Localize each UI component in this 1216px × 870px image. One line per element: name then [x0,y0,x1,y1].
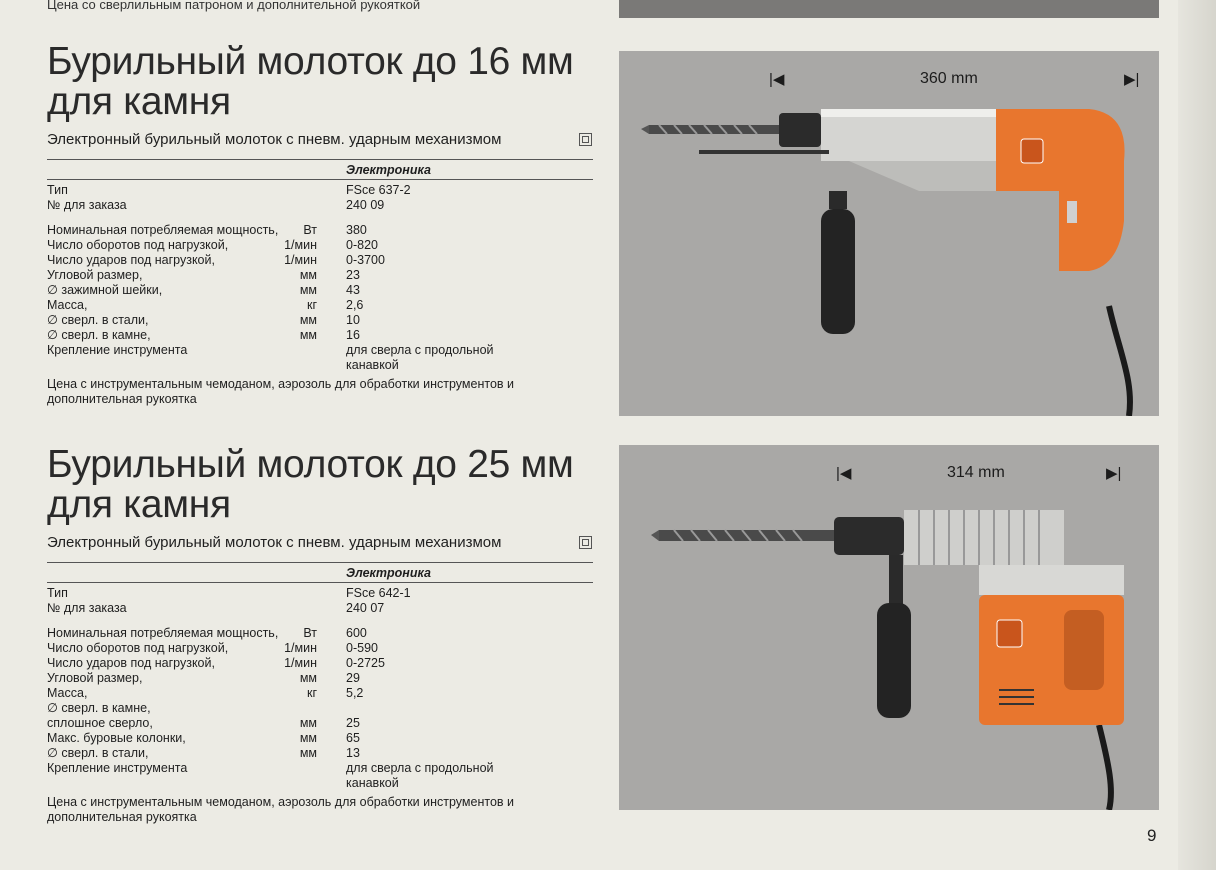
divider [47,562,593,563]
spec-row: Номинальная потребляемая мощность, Вт 600 [47,626,367,640]
dimension-right-arrow-icon: ▶| [1106,465,1122,482]
spec-row: Масса, кг 5,2 [47,686,364,700]
spec-row: Число оборотов под нагрузкой, 1/мин 0-590 [47,641,378,655]
spec-row: Угловой размер, мм 29 [47,671,360,685]
spec-row: № для заказа 240 07 [47,601,385,615]
page-edge-shadow [1178,0,1216,870]
price-note: Цена с инструментальным чемоданом, аэрозоль для обработки инструментов и дополнительная рукоятка [47,377,514,406]
spec-table [47,586,593,791]
product-title: Бурильный молоток до 16 мм для камня [47,40,574,123]
spec-row: Масса, кг 2,6 [47,298,364,312]
product-section-25mm [47,445,593,825]
price-note: Цена с инструментальным чемоданом, аэрозоль для обработки инструментов и дополнительная рукоятка [47,795,514,824]
spec-row: Число ударов под нагрузкой, 1/мин 0-2725 [47,656,385,670]
hammer-drill-25mm-illustration [619,445,1159,810]
square-box-icon [579,536,592,549]
square-box-icon [579,133,592,146]
dimension-left-arrow-icon: |◀ [836,465,852,482]
spec-row: ∅ сверл. в стали, мм 10 [47,313,360,327]
product-subtitle: Электронный бурильный молоток с пневм. ударным механизмом [47,130,593,150]
dimension-label: |◀ 360 mm ▶| [769,70,1140,88]
column-header: Электроника [346,163,431,177]
product-photo-25mm [619,445,1159,810]
product-title: Бурильный молоток до 25 мм для камня [47,443,574,526]
spec-row: Макс. буровые колонки, мм 65 [47,731,360,745]
product-subtitle: Электронный бурильный молоток с пневм. ударным механизмом [47,533,593,553]
photo-panel-top-edge [619,0,1159,18]
product-section-16mm [47,42,593,407]
spec-row: ∅ сверл. в камне, мм 16 [47,328,360,342]
page-number: 9 [1147,826,1157,845]
spec-row: Номинальная потребляемая мощность, Вт 380 [47,223,367,237]
spec-row: Тип FSce 637-2 [47,183,411,197]
spec-row: Крепление инструмента для сверла с продольной канавкой [47,761,494,790]
top-caption: Цена со сверлильным патроном и дополнительной рукояткой [47,0,421,12]
spec-row: ∅ сверл. в стали, мм 13 [47,746,360,760]
divider [47,159,593,160]
spec-row: № для заказа 240 09 [47,198,385,212]
divider [47,582,593,583]
spec-row: Тип FSce 642-1 [47,586,411,600]
column-header: Электроника [346,566,431,580]
hammer-drill-16mm-illustration [619,51,1159,416]
divider [47,179,593,180]
spec-row: Угловой размер, мм 23 [47,268,360,282]
dimension-left-arrow-icon: |◀ [769,71,785,88]
dimension-right-arrow-icon: ▶| [1124,71,1140,88]
product-photo-16mm [619,51,1159,416]
spec-row: Крепление инструмента для сверла с продольной канавкой [47,343,494,372]
spec-row: Число оборотов под нагрузкой, 1/мин 0-820 [47,238,378,252]
spec-row: Число ударов под нагрузкой, 1/мин 0-3700 [47,253,385,267]
spec-row: сплошное сверло, мм 25 [47,716,360,730]
spec-table [47,183,593,373]
dimension-label: |◀ 314 mm ▶| [836,464,1122,482]
spec-row: ∅ сверл. в камне, [47,701,151,715]
spec-row: ∅ зажимной шейки, мм 43 [47,283,360,297]
